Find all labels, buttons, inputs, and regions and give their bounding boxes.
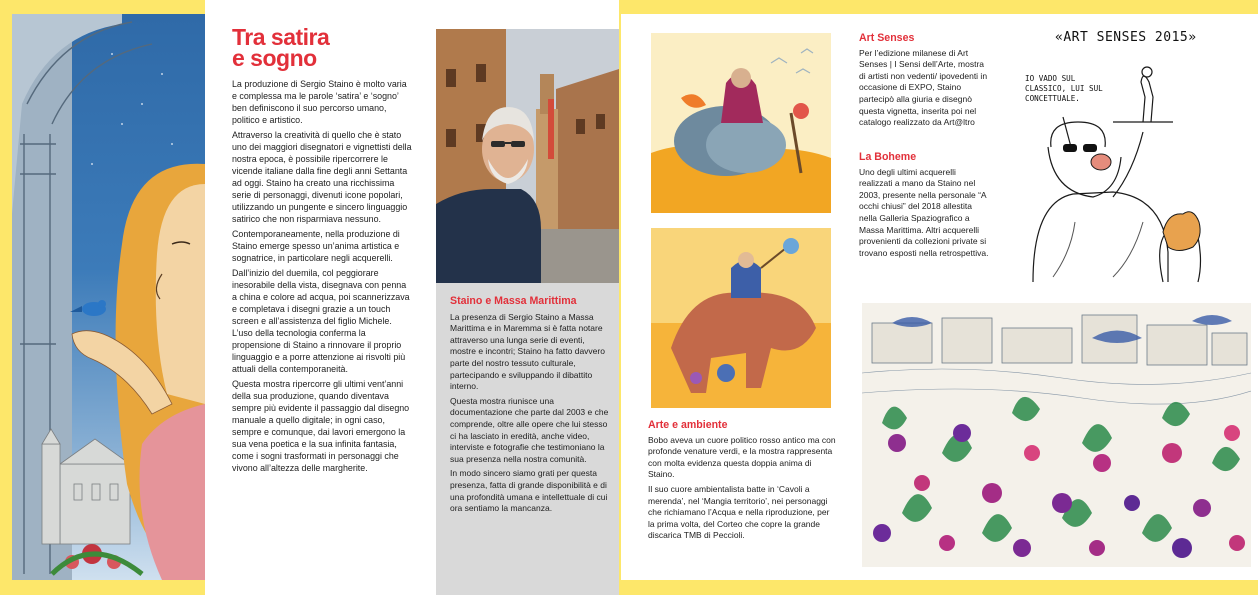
intro-panel: [205, 0, 436, 595]
intro-paragraph: La produzione di Sergio Staino è molto varia e complessa ma le parole ‘satira’ e ‘sogno’ ben definiscono il suo percorso umano, politico e artistico.: [232, 79, 407, 125]
intro-body: [232, 78, 412, 477]
right-spread-panel: [621, 0, 1258, 595]
la-boheme-text: Uno degli ultimi acquerelli realizzati a mano da Staino nel 2003, presente nella personale “A occhi chiusi” del 2018 allestita nella Galleria Spaziografico a Massa Marittima. Altri acquerelli provenienti da collezioni private si trovano esposti nella retrospettiva.: [859, 166, 989, 258]
watercolor-rider-on-horse: [651, 228, 831, 408]
cartoon-title: «ART SENSES 2015»: [1055, 30, 1197, 45]
intro-paragraph: Questa mostra ripercorre gli ultimi vent’anni della sua produzione, quando diventava sempre più evidente il passaggio dal disegno manuale a quello digitale; in ogni caso, sempre e comunque, dai lavori emergono la sua vena poetica e la sua infinita fantasia, come i sogni trasformati in personaggi che vivono all’altezza delle margherite.: [232, 379, 410, 473]
art-senses-text: Per l’edizione milanese di Art Senses | I Sensi dell’Arte, mostra di artisti non vedenti/ ipovedenti in occasione di EXPO, Staino partecipò alla giuria e disegnò questa vignetta, inserita poi nel catalogo realizzato da Art@ltro: [859, 47, 988, 128]
la-boheme-heading: La Boheme: [859, 151, 917, 163]
massa-paragraph: In modo sincero siamo grati per questa presenza, fatta di grande disponibilità e di una profondità umana e intellettuale di cui ora sentiamo la mancanza.: [450, 468, 608, 514]
watercolor-witch-on-animal: [651, 33, 831, 213]
massa-paragraph: La presenza di Sergio Staino a Massa Marittima e in Maremma si è fatta notare attraverso una lunga serie di eventi, mostre e incontri; Staino ha fatto davvero parte del nostro tessuto culturale, partecipando e sviluppando il dibattito interno.: [450, 311, 605, 392]
ambiente-paragraph: Bobo aveva un cuore politico rosso antico ma con profonde venature verdi, e la mostra rappresenta con molta evidenza questa doppia anima di Staino.: [648, 434, 836, 480]
intro-title-line2: e sogno: [232, 45, 317, 71]
intro-title-line1: Tra satira: [232, 24, 330, 50]
intro-paragraph: Dall’inizio del duemila, col peggiorare inesorabile della vista, disegnava con penna a china e colore ad acqua, poi scannerizzava e completava i disegni grazie a un touch screen e all’assistenza del figlio Michele. L’uso della tecnologia conferma la propensione di Staino a rinnovare il proprio linguaggio e a porre attenzione ai risvolti più attuali della contemporaneità.: [232, 268, 410, 374]
arte-ambiente-section: [648, 420, 838, 545]
top-band: [621, 0, 1258, 14]
massa-marittima-panel: [436, 0, 619, 595]
arte-ambiente-heading: Arte e ambiente: [648, 419, 728, 431]
art-senses-cartoon: [993, 22, 1251, 287]
massa-paragraph: Questa mostra riunisce una documentazione che parte dal 2003 e che comprende, oltre alle opere che lui stesso ci ha lasciato in eredità, anche video, interviste e fotografie che testimoniano la sua presenza nella nostra comunità.: [450, 395, 609, 464]
cover-illustration-panel: [0, 0, 205, 595]
la-boheme-watercolor: [862, 303, 1251, 567]
intro-title: [232, 24, 330, 71]
speech-line: CONCETTUALE.: [1025, 94, 1080, 103]
bottom-band: [621, 580, 1258, 595]
intro-paragraph: Attraverso la creatività di quello che è stato uno dei maggiori disegnatori e vignettisti della nostra epoca, è possibile ripercorrere le vicende italiane dalla fine degli anni Settanta ad oggi. Staino ha creato una ricchissima serie di personaggi, divenuti icone popolari, utilizzando un pungente e sincero linguaggio satirico che non risparmiava nessuno.: [232, 130, 412, 224]
massa-marittima-heading: Staino e Massa Marittima: [450, 295, 577, 307]
speech-line: CLASSICO, LUI SUL: [1025, 84, 1103, 93]
woman-with-bird-illustration: [12, 14, 205, 580]
art-senses-section: [859, 33, 991, 132]
ambiente-paragraph: Il suo cuore ambientalista batte in ‘Cavoli a merenda’, nel ‘Mangia territorio’, nei personaggi che richiamano l’Acqua e nella riproduzione, per la prima volta, del Corteo che copre la grande discarica TMB di Peccioli.: [648, 483, 830, 541]
art-senses-heading: Art Senses: [859, 32, 915, 44]
la-boheme-section: [859, 152, 991, 262]
staino-portrait-photo: [436, 29, 619, 283]
speech-line: IO VADO SUL: [1025, 74, 1076, 83]
intro-paragraph: Contemporaneamente, nella produzione di Staino emerge spesso un’anima artistica e sognatrice, in particolare negli acquerelli.: [232, 229, 400, 263]
massa-marittima-text: [450, 296, 612, 518]
